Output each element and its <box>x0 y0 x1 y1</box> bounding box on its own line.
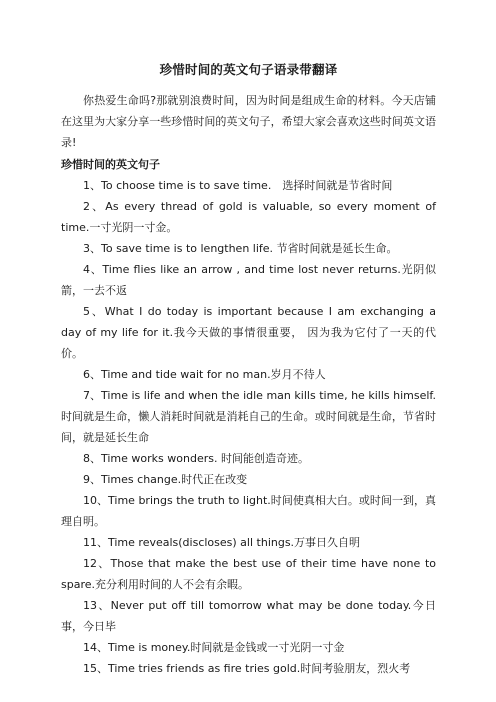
list-item: 5、What I do today is important because I am exchanging a day of my life for it.我今天做的事情很重要， 因为我为它付了一天的代价。 <box>61 305 436 360</box>
document-title: 珍惜时间的英文句子语录带翻译 <box>159 62 338 77</box>
list-item: 10、Time brings the truth to light.时间使真相大白。或时间一到，真理自明。 <box>61 494 436 528</box>
list-item: 7、Time is life and when the idle man kills time, he kills himself.时间就是生命，懒人消耗时间就是消耗自己的生命。或时间就是生命，节省时间，就是延长生命 <box>61 389 436 444</box>
list-item: 8、Time works wonders. 时间能创造奇迹。 <box>83 452 309 465</box>
list-item: 9、Times change.时代正在改变 <box>83 473 248 486</box>
list-item: 14、Time is money.时间就是金钱或一寸光阴一寸金 <box>83 641 345 654</box>
intro-paragraph: 你热爱生命吗?那就别浪费时间，因为时间是组成生命的材料。今天店铺在这里为大家分享一些珍惜时间的英文句子，希望大家会喜欢这些时间英文语录! <box>61 94 436 149</box>
list-item: 1、To choose time is to save time. 选择时间就是节省时间 <box>83 179 393 192</box>
list-item: 6、Time and tide wait for no man.岁月不待人 <box>83 368 326 381</box>
list-item: 4、Time flies like an arrow , and time lost never returns.光阴似箭，一去不返 <box>61 263 436 297</box>
section-heading: 珍惜时间的英文句子 <box>61 158 160 171</box>
list-item: 13、Never put off till tomorrow what may be done today.今日事，今日毕 <box>61 599 436 633</box>
list-item: 11、Time reveals(discloses) all things.万事日久自明 <box>83 536 361 549</box>
list-item: 15、Time tries friends as fire tries gold.时间考验朋友，烈火考 <box>83 662 411 675</box>
list-item: 2、As every thread of gold is valuable, so every moment of time.一寸光阴一寸金。 <box>61 200 436 234</box>
list-item: 3、To save time is to lengthen life. 节省时间就是延长生命。 <box>83 242 398 255</box>
list-item: 12、Those that make the best use of their time have none to spare.充分利用时间的人不会有余暇。 <box>61 557 436 591</box>
